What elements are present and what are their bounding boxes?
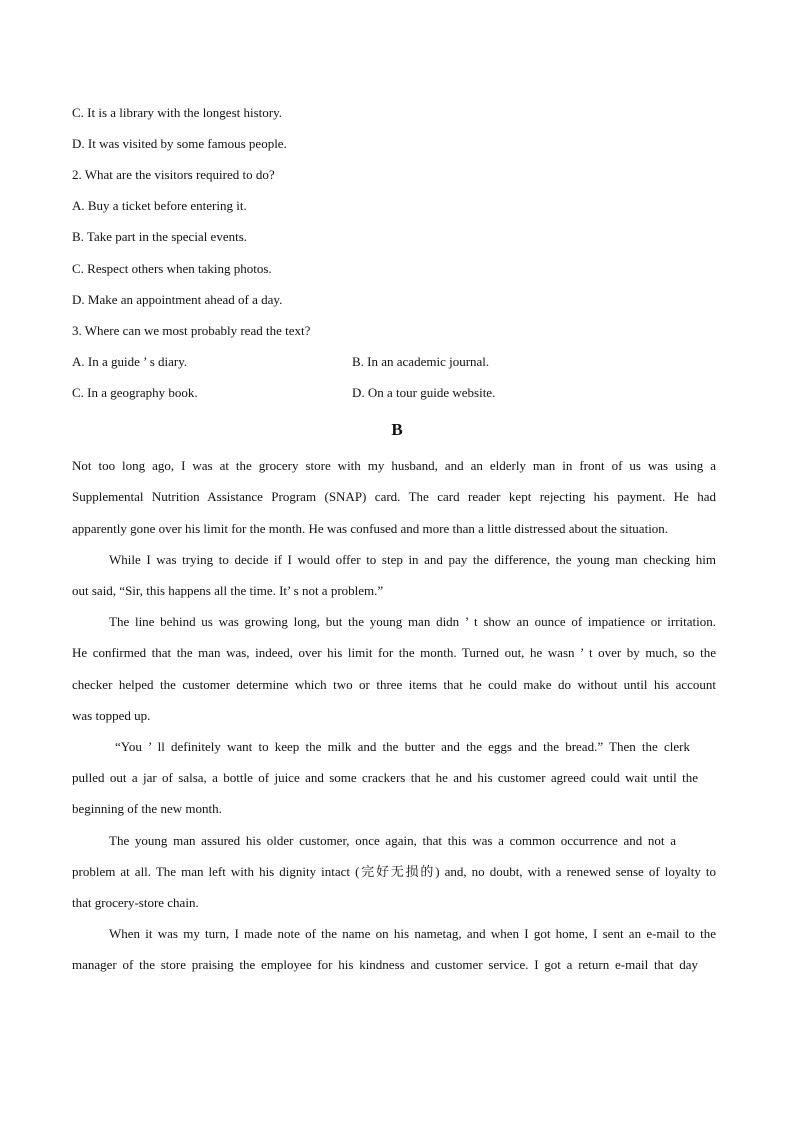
q3-option-c: C. In a geography book. <box>72 385 198 400</box>
q3-stem: 3. Where can we most probably read the text? <box>72 323 311 338</box>
q1-option-d: D. It was visited by some famous people. <box>72 136 287 151</box>
passage-line: beginning of the new month. <box>72 801 222 816</box>
passage-line: He confirmed that the man was, indeed, over his limit for the month. Turned out, he wasn ’ t over by much, so the <box>72 645 716 660</box>
q2-option-c: C. Respect others when taking photos. <box>72 261 272 276</box>
section-heading: B <box>391 420 403 439</box>
q2-option-a: A. Buy a ticket before entering it. <box>72 198 247 213</box>
passage-line: When it was my turn, I made note of the name on his nametag, and when I got home, I sent an e-mail to the <box>109 926 716 941</box>
q3-option-b: B. In an academic journal. <box>352 354 490 369</box>
q2-option-b: B. Take part in the special events. <box>72 229 248 244</box>
passage-line: was topped up. <box>72 708 151 723</box>
passage-line: Supplemental Nutrition Assistance Program (SNAP) card. The card reader kept rejecting his payment. He had <box>72 489 716 504</box>
passage-line: checker helped the customer determine which two or three items that he could make do without until his account <box>72 677 716 692</box>
passage-line: The young man assured his older customer, once again, that this was a common occurrence and not a <box>109 833 676 848</box>
passage-line: pulled out a jar of salsa, a bottle of juice and some crackers that he and his customer agreed could wait until the <box>72 770 698 785</box>
passage-line: problem at all. The man left with his dignity intact (完好无损的) and, no doubt, with a renewed sense of loyalty to <box>72 864 716 879</box>
passage-line: “You ’ ll definitely want to keep the milk and the butter and the eggs and the bread.” Then the clerk <box>115 739 690 754</box>
passage-line: The line behind us was growing long, but the young man didn ’ t show an ounce of impatience or irritation. <box>109 614 716 629</box>
passage-line: While I was trying to decide if I would offer to step in and pay the difference, the young man checking him <box>109 552 716 567</box>
passage-line: out said, “Sir, this happens all the time. It’ s not a problem.” <box>72 583 384 598</box>
passage-line: Not too long ago, I was at the grocery store with my husband, and an elderly man in front of us was using a <box>72 458 716 473</box>
passage-line: that grocery-store chain. <box>72 895 199 910</box>
q1-option-c: C. It is a library with the longest history. <box>72 105 283 120</box>
passage-line: manager of the store praising the employee for his kindness and customer service. I got a return e-mail that day <box>72 957 698 972</box>
q3-option-a: A. In a guide ’ s diary. <box>72 354 188 369</box>
q2-option-d: D. Make an appointment ahead of a day. <box>72 292 283 307</box>
passage-line: apparently gone over his limit for the month. He was confused and more than a little distressed about the situation. <box>72 521 669 536</box>
q2-stem: 2. What are the visitors required to do? <box>72 167 275 182</box>
q3-option-d: D. On a tour guide website. <box>352 385 496 400</box>
